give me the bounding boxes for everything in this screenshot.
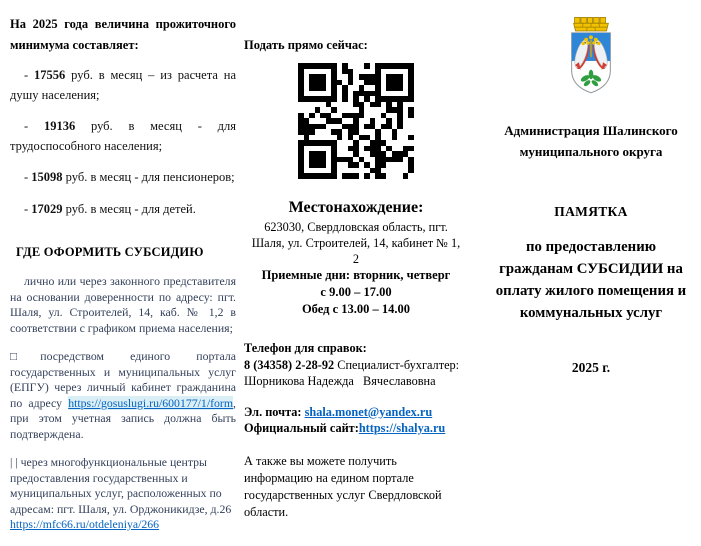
contact-block (244, 404, 468, 437)
email-link[interactable]: shala.monet@yandex.ru (305, 405, 433, 419)
middle-column (244, 34, 468, 533)
location-heading: Местонахождение: (244, 199, 468, 217)
qr-code (298, 63, 414, 179)
site-line (244, 420, 468, 437)
phone-heading: Телефон для справок: (244, 340, 468, 357)
living-wage-item-per-capita: - 17556 руб. в месяц – из расчета на душу населения; (10, 66, 236, 105)
phone-line: 8 (34358) 2-28-92 Специалист-бухгалтер: (244, 357, 468, 374)
site-label: Официальный сайт: (244, 421, 359, 435)
bullet-box-icon: □ (10, 349, 40, 363)
right-column (482, 14, 700, 376)
left-column (10, 8, 236, 546)
amount-children: 17029 (31, 202, 62, 216)
apply-in-person-paragraph: лично или через законного представителя на основании доверенности по адресу: пгт. Шаля, ул. Строителей, 14, каб. № 1,2 в соответствии с графиком приема населения; (10, 274, 236, 336)
reception-hours: с 9.00 – 17.00 (244, 284, 468, 301)
organization-name: Администрация Шалинского муниципального округа (485, 120, 697, 162)
apply-mfc-paragraph: | | через многофункциональные центры предоставления государственных и муниципальных услуг, расположенных по адресам: пгт. Шаля, ул. Орджоникидзе, д.26 https://mfc66.ru/otdeleniya/266 (10, 455, 236, 533)
email-line (244, 404, 468, 421)
official-site-link[interactable]: https://shalya.ru (359, 421, 445, 435)
gosuslugi-link[interactable]: https://gosuslugi.ru/600177/1/form (68, 396, 233, 410)
document-subtitle: по предоставлению гражданам СУБСИДИИ на оплату жилого помещения и коммунальных услуг (488, 236, 694, 324)
reception-days: Приемные дни: вторник, четверг (244, 267, 468, 284)
amount-working: 19136 (44, 119, 75, 133)
amount-per-capita: 17556 (34, 68, 65, 82)
apply-epgu-paragraph: □посредством единого портала государственных и муниципальных услуг (ЕПГУ) через личный кабинет гражданина по адресу https://gosuslugi.ru/600177/1/form, при этом учетная запись должна быть подтверждена. (10, 349, 236, 442)
location-address: 623030, Свердловская область, пгт. Шаля, ул. Строителей, 14, кабинет № 1, 2 (248, 219, 464, 267)
lunch-break: Обед с 13.00 – 14.00 (244, 301, 468, 318)
phone-number: 8 (34358) 2-28-92 (244, 358, 334, 372)
bullet-bars-icon: | | (10, 455, 21, 469)
document-year: 2025 г. (482, 360, 700, 376)
apply-now-label: Подать прямо сейчас: (244, 38, 468, 53)
email-label: Эл. почта: (244, 405, 305, 419)
qr-code-icon (298, 63, 414, 179)
living-wage-item-children: - 17029 руб. в месяц - для детей. (10, 200, 236, 220)
coat-of-arms-icon (562, 14, 620, 104)
specialist-name: Шорникова Надежда Вячеславовна (244, 373, 468, 390)
living-wage-item-working: - 19136 руб. в месяц - для трудоспособного населения; (10, 117, 236, 156)
also-info-paragraph: А также вы можете получить информацию на едином портале государственных услуг Свердловской области. (244, 453, 468, 521)
phone-block (244, 340, 468, 390)
where-to-apply-heading: ГДЕ ОФОРМИТЬ СУБСИДИЮ (16, 245, 236, 260)
mfc-link[interactable]: https://mfc66.ru/otdeleniya/266 (10, 517, 159, 531)
document-title: ПАМЯТКА (482, 204, 700, 220)
living-wage-intro: На 2025 года величина прожиточного минимума составляет: (10, 14, 236, 56)
amount-pensioners: 15098 (31, 170, 62, 184)
living-wage-item-pensioners: - 15098 руб. в месяц - для пенсионеров; (10, 168, 236, 188)
